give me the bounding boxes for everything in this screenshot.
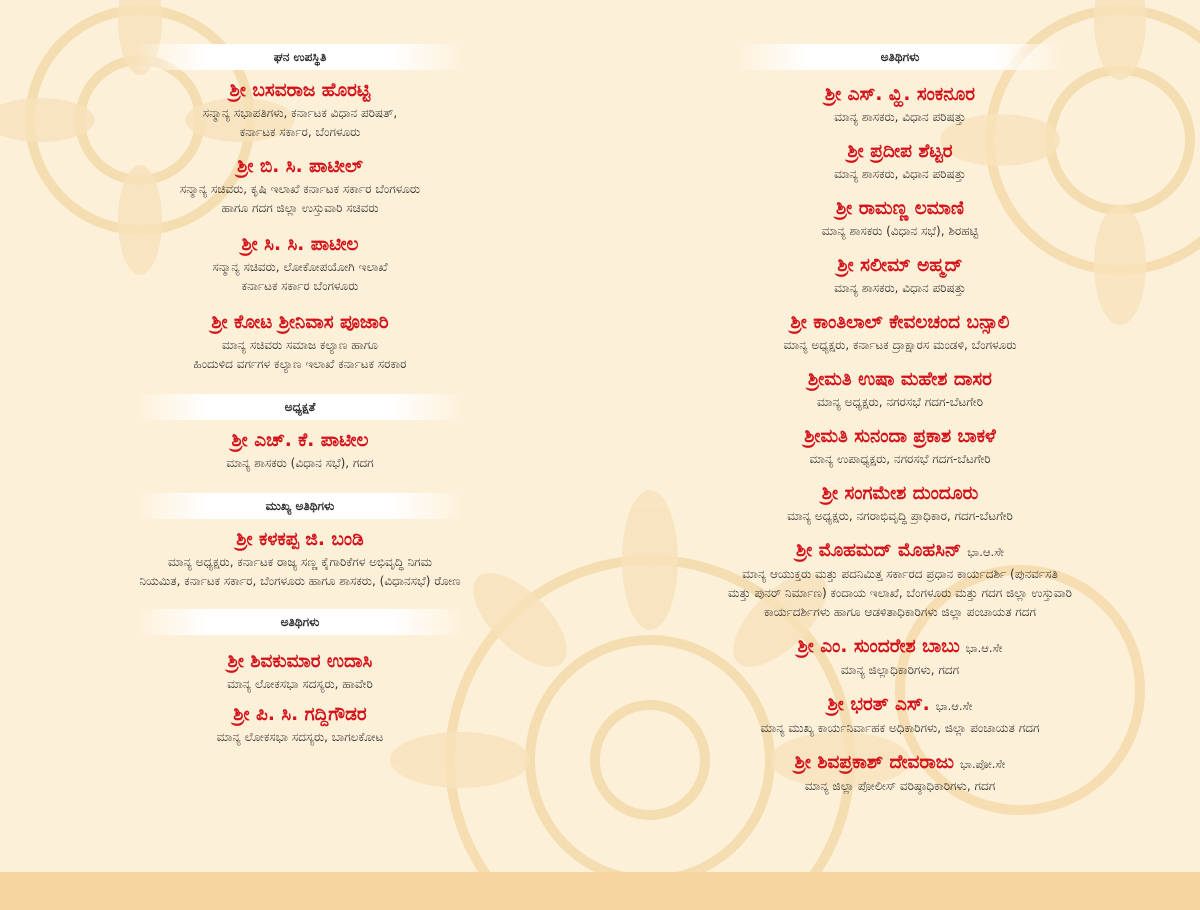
- guest-entry: [620, 139, 1180, 184]
- person-designation: ಮಾನ್ಯ ಜಿಲ್ಲಾ ಪೋಲೀಸ್ ವರಿಷ್ಠಾಧಿಕಾರಿಗಳು, ಗದಗ: [804, 779, 996, 793]
- service-suffix: ಭಾ.ಆ.ಸೇ: [935, 699, 973, 713]
- guest-entry: [20, 702, 580, 747]
- guest-entry: [620, 367, 1180, 412]
- person-designation: ಸನ್ಮಾನ್ಯ ಸಚಿವರು, ಕೃಷಿ ಇಲಾಖೆ ಕರ್ನಾಟಕ ಸರ್ಕಾರ ಬೆಂಗಳೂರು ಹಾಗೂ ಗದಗ ಜಿಲ್ಲಾ ಉಸ್ತುವಾರಿ ಸಚಿವರು: [179, 182, 421, 215]
- person-designation: ಮಾನ್ಯ ಆಯುಕ್ತರು ಮತ್ತು ಪದನಿಮಿತ್ತ ಸರ್ಕಾರದ ಪ್ರಧಾನ ಕಾರ್ಯದರ್ಶಿ (ಪುನರ್ವಸತಿ ಮತ್ತು ಪುನರ್ ನಿರ್ಮಾಣ) ಕಂದಾಯ ಇಲಾಖೆ, ಬೆಂಗಳೂರು ಮತ್ತು ಗದಗ ಜಿಲ್ಲಾ ಉಸ್ತುವಾರಿ ಕಾರ್ಯದರ್ಶಿಗಳು ಹಾಗೂ ಆಡಳಿತಾಧಿಕಾರಿಗಳು ಜಿಲ್ಲಾ ಪಂಚಾಯತ ಗದಗ: [727, 567, 1072, 619]
- person-name: ಶ್ರೀ ಸಿ. ಸಿ. ಪಾಟೀಲ: [241, 234, 359, 255]
- guest-entry: [620, 424, 1180, 469]
- person-name: ಶ್ರೀಮತಿ ಉಷಾ ಮಹೇಶ ದಾಸರ: [808, 369, 992, 390]
- person-designation: ಮಾನ್ಯ ಶಾಸಕರು (ವಿಧಾನ ಸಭೆ), ಶಿರಹಟ್ಟಿ: [821, 224, 979, 238]
- person-designation: ಮಾನ್ಯ ಶಾಸಕರು (ವಿಧಾನ ಸಭೆ), ಗದಗ: [226, 456, 374, 470]
- person-designation: ಮಾನ್ಯ ಅಧ್ಯಕ್ಷರು, ಕರ್ನಾಟಕ ರಾಜ್ಯ ಸಣ್ಣ ಕೈಗಾರಿಕೆಗಳ ಅಭಿವೃದ್ಧಿ ನಿಗಮ ನಿಯಮಿತ, ಕರ್ನಾಟಕ ಸರ್ಕಾರ, ಬೆಂಗಳೂರು ಹಾಗೂ ಶಾಸಕರು, (ವಿಧಾನಸಭೆ) ರೋಣ: [139, 555, 461, 588]
- right-column: [620, 40, 1180, 796]
- service-suffix: ಭಾ.ಆ.ಸೇ: [965, 641, 1003, 655]
- bottom-strip: [0, 872, 1200, 910]
- person-designation: ಸನ್ಮಾನ್ಯ ಸಭಾಪತಿಗಳು, ಕರ್ನಾಟಕ ವಿಧಾನ ಪರಿಷತ್, ಕರ್ನಾಟಕ ಸರ್ಕಾರ, ಬೆಂಗಳೂರು: [202, 106, 398, 139]
- guest-entry: [620, 692, 1180, 738]
- guest-entry: [20, 428, 580, 473]
- guest-entry: [620, 196, 1180, 241]
- person-name: [620, 538, 1180, 565]
- person-name: ಶ್ರೀ ಸಲೀಮ್ ಅಹ್ಮದ್: [837, 255, 963, 276]
- person-name-text: ಶ್ರೀ ಶಿವಪ್ರಕಾಶ್ ದೇವರಾಜು: [794, 752, 955, 773]
- person-designation: ಮಾನ್ಯ ಅಧ್ಯಕ್ಷರು, ನಗರಾಭಿವೃದ್ಧಿ ಪ್ರಾಧಿಕಾರ, ಗದಗ-ಬೆಟಗೇರಿ: [787, 509, 1013, 523]
- section-heading: ಘನ ಉಪಸ್ಥಿತಿ: [135, 44, 465, 70]
- left-column: [20, 40, 580, 747]
- guest-entry: [20, 232, 580, 296]
- person-designation: ಮಾನ್ಯ ಅಧ್ಯಕ್ಷರು, ನಗರಸಭೆ ಗದಗ-ಬೆಟಗೇರಿ: [816, 395, 984, 409]
- service-suffix: ಭಾ.ಪೋ.ಸೇ: [960, 757, 1006, 771]
- person-name: ಶ್ರೀ ಶಿವಕುಮಾರ ಉದಾಸಿ: [227, 651, 373, 672]
- person-name: ಶ್ರೀ ಪಿ. ಸಿ. ಗದ್ದಿಗೌಡರ: [233, 704, 367, 725]
- section-heading: ಅತಿಥಿಗಳು: [735, 44, 1065, 70]
- person-name: ಶ್ರೀ ಎಸ್. ವ್ಹಿ. ಸಂಕನೂರ: [824, 84, 976, 105]
- person-name: ಶ್ರೀ ಪ್ರದೀಪ ಶೆಟ್ಟರ: [847, 141, 953, 162]
- guest-entry: [620, 253, 1180, 298]
- person-designation: ಮಾನ್ಯ ಶಾಸಕರು, ವಿಧಾನ ಪರಿಷತ್ತು: [834, 110, 966, 124]
- person-designation: ಮಾನ್ಯ ಜಿಲ್ಲಾಧಿಕಾರಿಗಳು, ಗದಗ: [840, 663, 960, 677]
- person-name: [620, 750, 1180, 777]
- guest-entry: [620, 82, 1180, 127]
- guest-entry: [20, 527, 580, 591]
- guest-entry: [20, 154, 580, 218]
- section-heading: ಅತಿಥಿಗಳು: [135, 609, 465, 635]
- person-name: ಶ್ರೀಮತಿ ಸುನಂದಾ ಪ್ರಕಾಶ ಬಾಕಳೆ: [804, 426, 996, 447]
- guest-entry: [620, 481, 1180, 526]
- person-designation: ಮಾನ್ಯ ಮುಖ್ಯ ಕಾರ್ಯನಿರ್ವಾಹಕ ಅಧಿಕಾರಿಗಳು, ಜಿಲ್ಲಾ ಪಂಚಾಯತ ಗದಗ: [760, 721, 1040, 735]
- person-name-text: ಶ್ರೀ ಭರತ್ ಎಸ್.: [827, 694, 930, 715]
- person-name: ಶ್ರೀ ಕಾಂತಿಲಾಲ್ ಕೇವಲಚಂದ ಬನ್ಸಾಲಿ: [790, 312, 1010, 333]
- person-name-text: ಶ್ರೀ ಮೊಹಮದ್ ಮೊಹಸಿನ್: [796, 540, 962, 561]
- service-suffix: ಭಾ.ಆ.ಸೇ: [967, 545, 1004, 559]
- section-heading: ಅಧ್ಯಕ್ಷತೆ: [135, 394, 465, 420]
- guest-entry: [620, 750, 1180, 796]
- person-name: ಶ್ರೀ ರಾಮಣ್ಣ ಲಮಾಣಿ: [835, 198, 964, 219]
- person-name: ಶ್ರೀ ಸಂಗಮೇಶ ದುಂದೂರು: [821, 483, 979, 504]
- guest-entry: [20, 310, 580, 374]
- guest-entry: [20, 78, 580, 142]
- person-name: [620, 692, 1180, 719]
- person-designation: ಮಾನ್ಯ ಉಪಾಧ್ಯಕ್ಷರು, ನಗರಸಭೆ ಗದಗ-ಬೆಟಗೇರಿ: [809, 452, 991, 466]
- person-designation: ಮಾನ್ಯ ಲೋಕಸಭಾ ಸದಸ್ಯರು, ಬಾಗಲಕೋಟ: [216, 730, 384, 744]
- person-name: ಶ್ರೀ ಬಸವರಾಜ ಹೊರಟ್ಟಿ: [229, 80, 371, 101]
- person-name-text: ಶ್ರೀ ಎಂ. ಸುಂದರೇಶ ಬಾಬು: [797, 636, 960, 657]
- person-name: ಶ್ರೀ ಎಚ್. ಕೆ. ಪಾಟೀಲ: [231, 430, 369, 451]
- person-designation: ಮಾನ್ಯ ಶಾಸಕರು, ವಿಧಾನ ಪರಿಷತ್ತು: [834, 167, 966, 181]
- guest-entry: [20, 649, 580, 694]
- guest-entry: [620, 538, 1180, 622]
- person-name: ಶ್ರೀ ಕಳಕಪ್ಪ ಜಿ. ಬಂಡಿ: [236, 529, 364, 550]
- person-designation: ಮಾನ್ಯ ಶಾಸಕರು, ವಿಧಾನ ಪರಿಷತ್ತು: [834, 281, 966, 295]
- section-heading: ಮುಖ್ಯ ಅತಿಥಿಗಳು: [135, 493, 465, 519]
- person-name: ಶ್ರೀ ಕೋಟ ಶ್ರೀನಿವಾಸ ಪೂಜಾರಿ: [211, 312, 389, 333]
- person-name: [620, 634, 1180, 661]
- person-designation: ಮಾನ್ಯ ಲೋಕಸಭಾ ಸದಸ್ಯರು, ಹಾವೇರಿ: [227, 677, 373, 691]
- person-name: ಶ್ರೀ ಬಿ. ಸಿ. ಪಾಟೀಲ್: [237, 156, 363, 177]
- person-designation: ಮಾನ್ಯ ಅಧ್ಯಕ್ಷರು, ಕರ್ನಾಟಕ ದ್ರಾಕ್ಷಾರಸ ಮಂಡಳಿ, ಬೆಂಗಳೂರು: [783, 338, 1017, 352]
- person-designation: ಸನ್ಮಾನ್ಯ ಸಚಿವರು, ಲೋಕೋಪಯೋಗಿ ಇಲಾಖೆ ಕರ್ನಾಟಕ ಸರ್ಕಾರ ಬೆಂಗಳೂರು: [212, 260, 388, 293]
- guest-entry: [620, 310, 1180, 355]
- guest-entry: [620, 634, 1180, 680]
- person-designation: ಮಾನ್ಯ ಸಚಿವರು ಸಮಾಜ ಕಲ್ಯಾಣ ಹಾಗೂ ಹಿಂದುಳಿದ ವರ್ಗಗಳ ಕಲ್ಯಾಣ ಇಲಾಖೆ ಕರ್ನಾಟಕ ಸರಕಾರ: [193, 338, 407, 371]
